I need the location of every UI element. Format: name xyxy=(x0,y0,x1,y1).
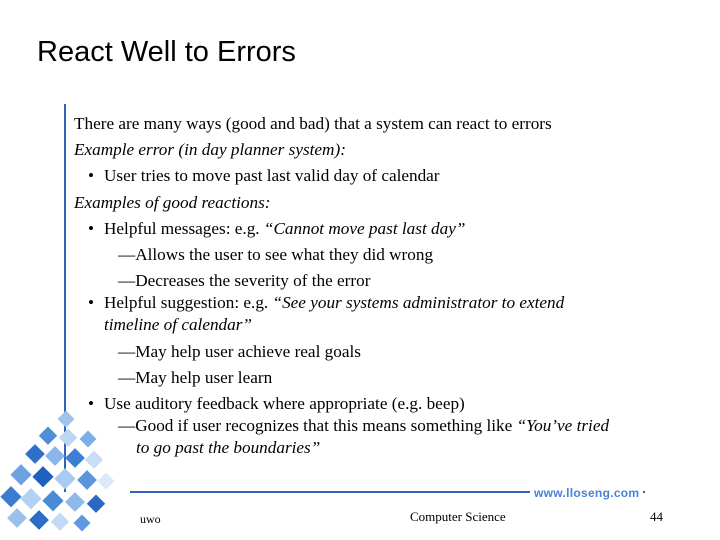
bullet-text: Helpful messages: e.g. xyxy=(104,218,264,238)
bullet-text: Use auditory feedback where appropriate (e.g. beep) xyxy=(104,394,465,414)
slide-title: React Well to Errors xyxy=(37,36,296,68)
page-number: 44 xyxy=(650,509,663,524)
good-reactions-heading: Examples of good reactions: xyxy=(74,192,271,212)
footer-org: uwo xyxy=(140,512,161,526)
bullet-dot: • xyxy=(88,166,95,186)
bullet-item xyxy=(74,294,714,312)
sub-point-quote: “You’ve tried xyxy=(516,416,610,436)
bullet-item xyxy=(74,391,714,417)
mosaic-tiles xyxy=(0,411,114,532)
bullet-item xyxy=(74,216,714,242)
example-error-heading: Example error (in day planner system): xyxy=(74,140,346,160)
bullet-quote: “See your systems administrator to extend xyxy=(272,293,565,313)
sub-point-text: —Good if user recognizes that this means something like xyxy=(118,416,517,436)
sub-point-continuation: to go past the boundaries” xyxy=(136,438,321,458)
sub-point: —Decreases the severity of the error xyxy=(118,271,371,291)
bullet-quote: “Cannot move past last day” xyxy=(263,218,466,238)
bullet-dot: • xyxy=(88,394,95,414)
sub-point: —May help user achieve real goals xyxy=(118,341,361,361)
bullet-item xyxy=(74,163,714,189)
decorative-mosaic xyxy=(0,405,125,535)
footer-department: Computer Science xyxy=(410,509,506,524)
sub-point: —May help user learn xyxy=(118,367,273,387)
bullet-dot: • xyxy=(88,218,95,238)
sub-point xyxy=(74,417,714,435)
bullet-continuation: timeline of calendar” xyxy=(104,315,252,335)
sub-point: —Allows the user to see what they did wrong xyxy=(118,245,434,265)
intro-line: There are many ways (good and bad) that a system can react to errors xyxy=(74,114,552,133)
watermark-url: www.lloseng.com xyxy=(530,486,643,500)
slide-body xyxy=(74,111,714,461)
bullet-text: User tries to move past last valid day of calendar xyxy=(104,166,440,186)
bullet-dot: • xyxy=(88,293,95,313)
bullet-text: Helpful suggestion: e.g. xyxy=(104,293,273,313)
